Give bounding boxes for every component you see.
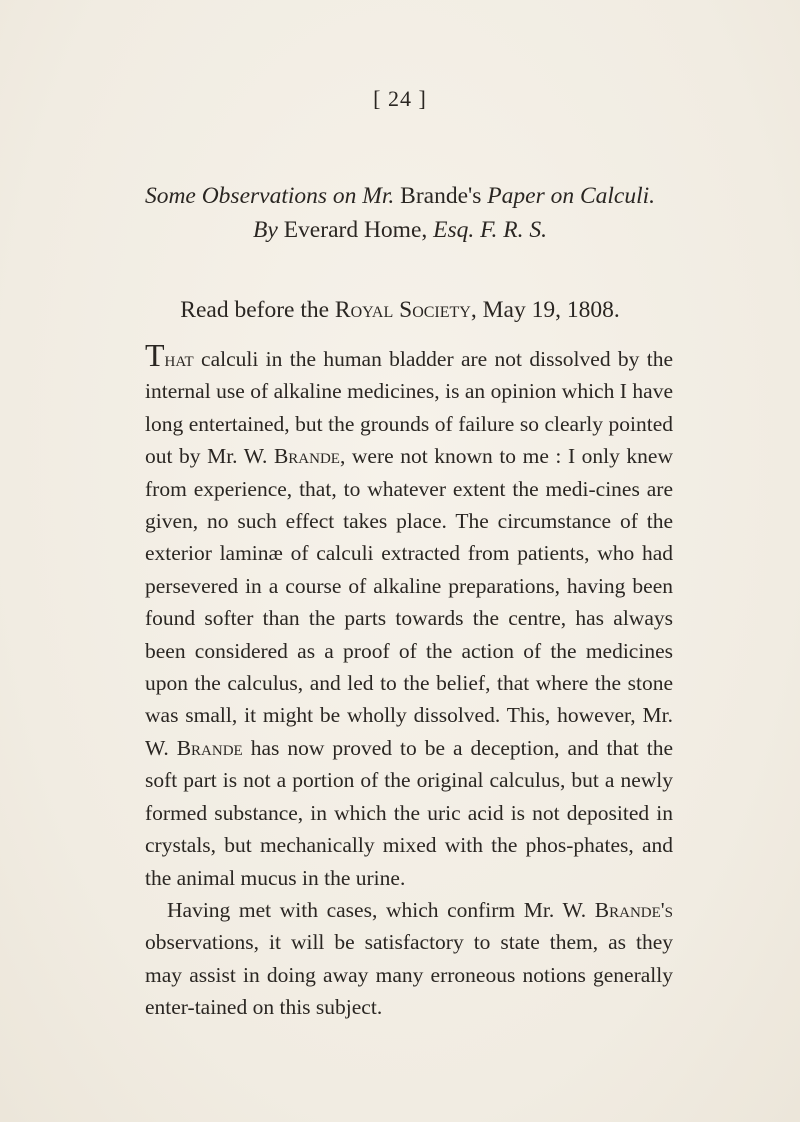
p1-segment-1: calculi in the human bladder are not dissolved by the internal use of alkaline medicines, is an opinion which I have long entertained, but the grounds of failure so clearly pointed out by Mr. W. <box>145 347 673 469</box>
read-prefix: Read before the <box>180 297 335 323</box>
byline-by: By <box>253 217 278 243</box>
read-society: Royal Society <box>334 297 471 323</box>
byline-author: Everard Home, <box>277 217 434 243</box>
body-text <box>145 337 673 1024</box>
author-byline <box>0 214 800 246</box>
read-before-line <box>0 294 800 326</box>
drop-cap: T <box>145 337 165 373</box>
p2-brande: Brande's <box>594 897 673 922</box>
lead-word: hat <box>164 347 194 371</box>
p1-segment-2: , were not known to me : I only knew from experience, that, to whatever extent the medi-cines are given, no such effect takes place. The circumstance of the exterior laminæ of calculi extracted from patients, who had persevered in a course of alkaline preparations, having been found softer than the parts towards the centre, has always been considered as a proof of the action of the medicines upon the calculus, and led to the belief, that where the stone was small, it might be wholly dissolved. This, however, Mr. W. <box>145 444 673 760</box>
paragraph-2 <box>145 894 673 1024</box>
page-number: [ 24 ] <box>373 86 427 111</box>
title-part1: Some Observations on <box>144 183 363 209</box>
title-mr: Mr. <box>362 183 401 209</box>
p1-brande-1: Brande <box>273 444 340 469</box>
p2-segment-1: Having met with cases, which confirm Mr. W. <box>167 897 595 922</box>
p1-segment-3: has now proved to be a deception, and that the soft part is not a portion of the original calculus, but a newly formed substance, in which the uric acid is not deposited in crystals, but mechanically mixed with the phos-phates, and the animal mucus in the urine. <box>145 735 673 890</box>
byline-esq: Esq. <box>433 217 475 243</box>
paragraph-1 <box>145 337 673 894</box>
article-title <box>0 180 800 212</box>
byline-frs: F. R. S. <box>474 217 547 243</box>
read-date: , May 19, 1808. <box>470 297 620 323</box>
title-name: Brande's <box>400 183 482 209</box>
title-part2: Paper on Calculi. <box>481 183 656 209</box>
p1-brande-2: Brande <box>176 735 243 760</box>
p2-segment-2: observations, it will be satisfactory to state them, as they may assist in doing away many erroneous notions generally enter-tained on this subject. <box>145 930 673 1020</box>
